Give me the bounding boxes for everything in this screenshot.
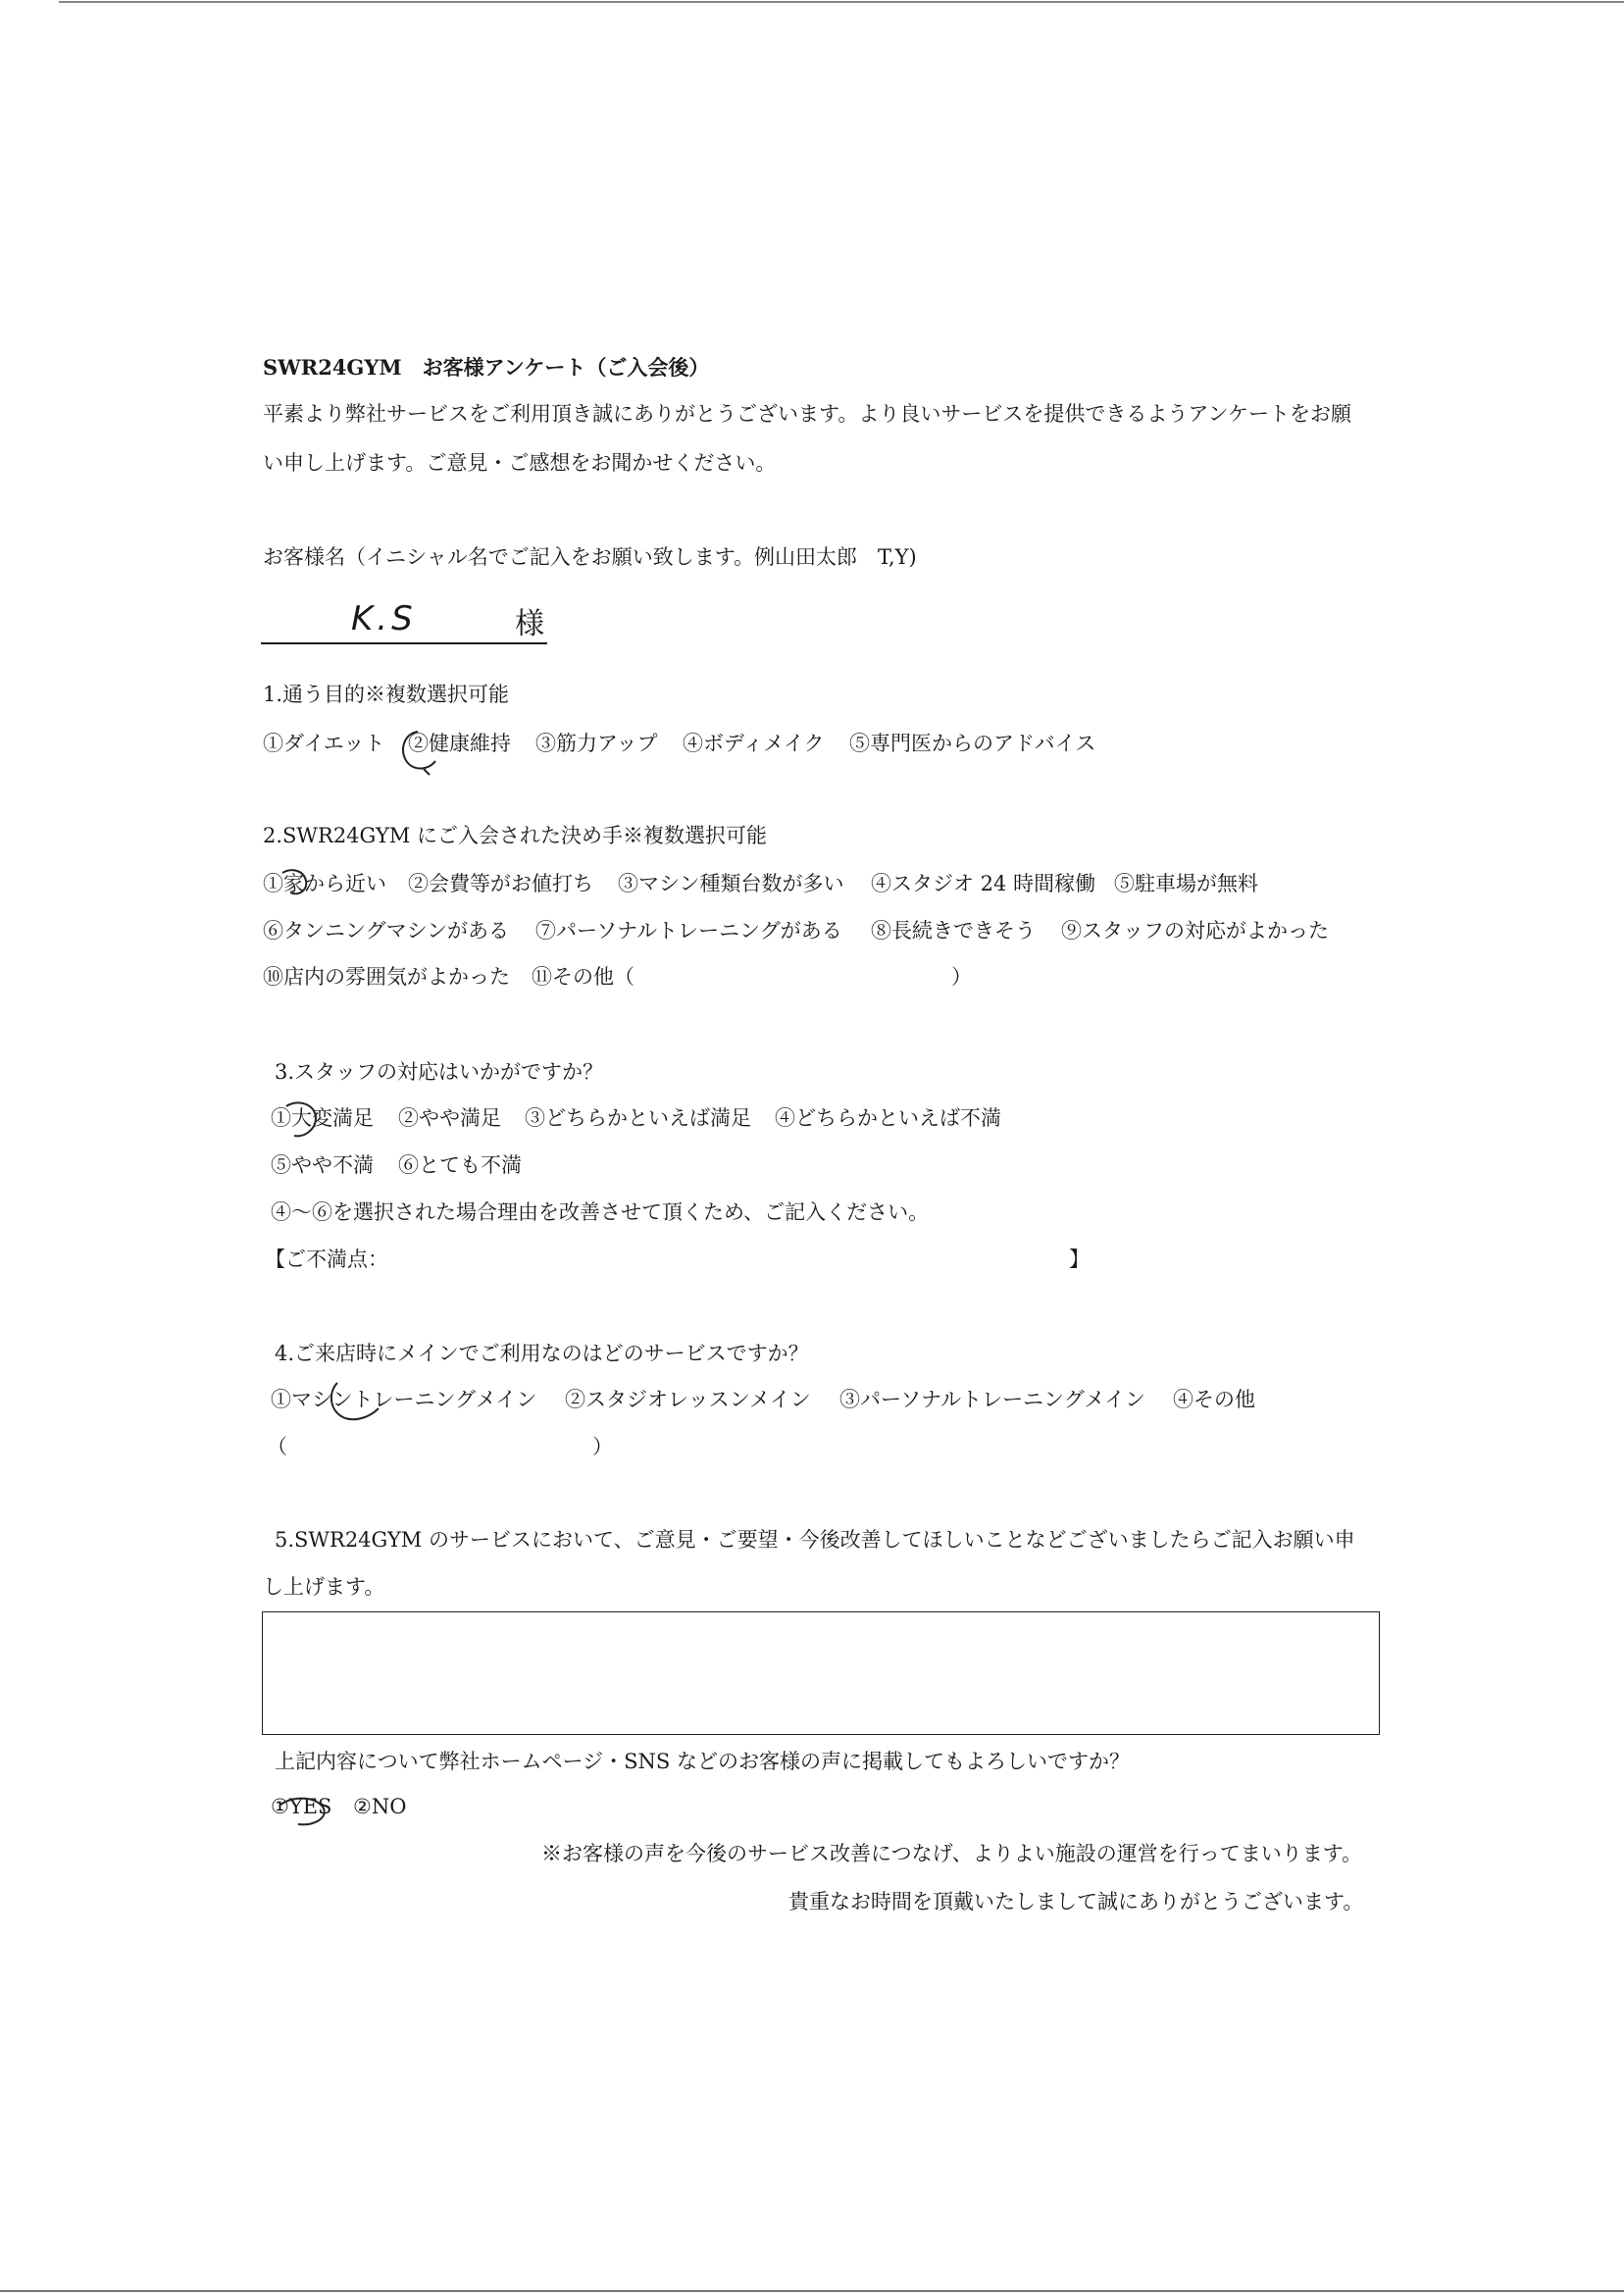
q3-option-3[interactable]: ③どちらかといえば満足 [525,1106,751,1130]
q4-handwritten-circle [324,1373,392,1428]
consent-handwritten-circle [275,1789,333,1832]
q2-option-7[interactable]: ⑦パーソナルトレーニングがある [535,919,842,943]
honorific-sama: 様 [515,607,544,641]
q3-complaint-close: 】 [1069,1248,1090,1271]
q2-option-1[interactable]: ①家から近い [263,872,386,895]
q2-other-close: ） [951,965,972,989]
q1-option-4[interactable]: ④ボディメイク [683,732,825,755]
q2-option-9[interactable]: ⑨スタッフの対応がよかった [1061,919,1329,943]
q1-title: 1.通う目的※複数選択可能 [263,683,510,706]
customer-name-handwritten[interactable]: K.S [351,599,417,638]
scan-edge-top [59,1,1624,3]
q3-option-4[interactable]: ④どちらかといえば不満 [775,1106,1001,1130]
q3-option-5[interactable]: ⑤やや不満 [271,1153,374,1177]
survey-title: SWR24GYM お客様アンケート（ご入会後） [263,355,710,380]
q2-title: 2.SWR24GYM にご入会された決め手※複数選択可能 [263,824,767,847]
q3-handwritten-circle [277,1096,326,1144]
customer-name-label: お客様名（イニシャル名でご記入をお願い致します。例山田太郎 T,Y) [263,545,917,569]
q3-option-2[interactable]: ②やや満足 [398,1106,501,1130]
q5-title-line1: 5.SWR24GYM のサービスにおいて、ご意見・ご要望・今後改善してほしいことなどございましたらご記入お願い申 [275,1528,1355,1552]
q2-option-3[interactable]: ③マシン種類台数が多い [618,872,844,895]
q4-option-1[interactable]: ①マシントレーニングメイン [271,1388,537,1411]
q4-option-3[interactable]: ③パーソナルトレーニングメイン [839,1388,1146,1411]
intro-text-line2: い申し上げます。ご意見・ご感想をお聞かせください。 [263,451,777,475]
q3-option-6[interactable]: ⑥とても不満 [398,1153,522,1177]
q2-option-6[interactable]: ⑥タンニングマシンがある [263,919,510,943]
q3-complaint-label: 【ご不満点： [265,1248,388,1271]
q1-option-3[interactable]: ③筋力アップ [535,732,658,755]
intro-text-line1: 平素より弊社サービスをご利用頂き誠にありがとうございます。より良いサービスを提供できるようアンケートをお願 [263,402,1352,426]
q2-option-11[interactable]: ⑪その他（ [532,965,634,989]
q4-other-close: ） [592,1435,613,1458]
q4-title: 4.ご来店時にメインでご利用なのはどのサービスですか？ [275,1342,809,1365]
q2-handwritten-circle [275,863,318,902]
q4-option-2[interactable]: ②スタジオレッスンメイン [565,1388,811,1411]
q5-answer-box[interactable] [262,1611,1380,1735]
q4-option-4[interactable]: ④その他 [1173,1388,1255,1411]
q2-option-2[interactable]: ②会費等がお値打ち [408,872,593,895]
q1-handwritten-circle [396,726,451,777]
q2-option-4[interactable]: ④スタジオ 24 時間稼働 [871,872,1096,895]
q2-option-8[interactable]: ⑧長続きできそう [871,919,1036,943]
consent-question: 上記内容について弊社ホームページ・SNS などのお客様の声に掲載してもよろしいですか？ [275,1750,1130,1773]
q2-option-5[interactable]: ⑤駐車場が無料 [1114,872,1258,895]
footer-note: ※お客様の声を今後のサービス改善につなげ、よりよい施設の運営を行ってまいります。 [541,1842,1363,1865]
q5-title-line2: し上げます。 [263,1575,385,1599]
q3-option-1[interactable]: ①大変満足 [271,1106,374,1130]
scan-edge-bottom [0,2290,1624,2292]
footer-thanks: 貴重なお時間を頂戴いたしまして誠にありがとうございます。 [788,1890,1364,1913]
q1-option-5[interactable]: ⑤専門医からのアドバイス [849,732,1096,755]
q4-other-open: （ [267,1435,287,1458]
q1-option-2[interactable]: ②健康維持 [408,732,511,755]
consent-yes-option[interactable]: ①YES [271,1795,332,1818]
customer-name-underline [261,642,547,644]
consent-no-option[interactable]: ②NO [353,1795,407,1818]
q3-title: 3.スタッフの対応はいかがですか？ [275,1060,604,1084]
q3-reason-note: ④～⑥を選択された場合理由を改善させて頂くため、ご記入ください。 [271,1200,930,1224]
q2-option-10[interactable]: ⑩店内の雰囲気がよかった [263,965,510,989]
q1-option-1[interactable]: ①ダイエット [263,732,385,755]
